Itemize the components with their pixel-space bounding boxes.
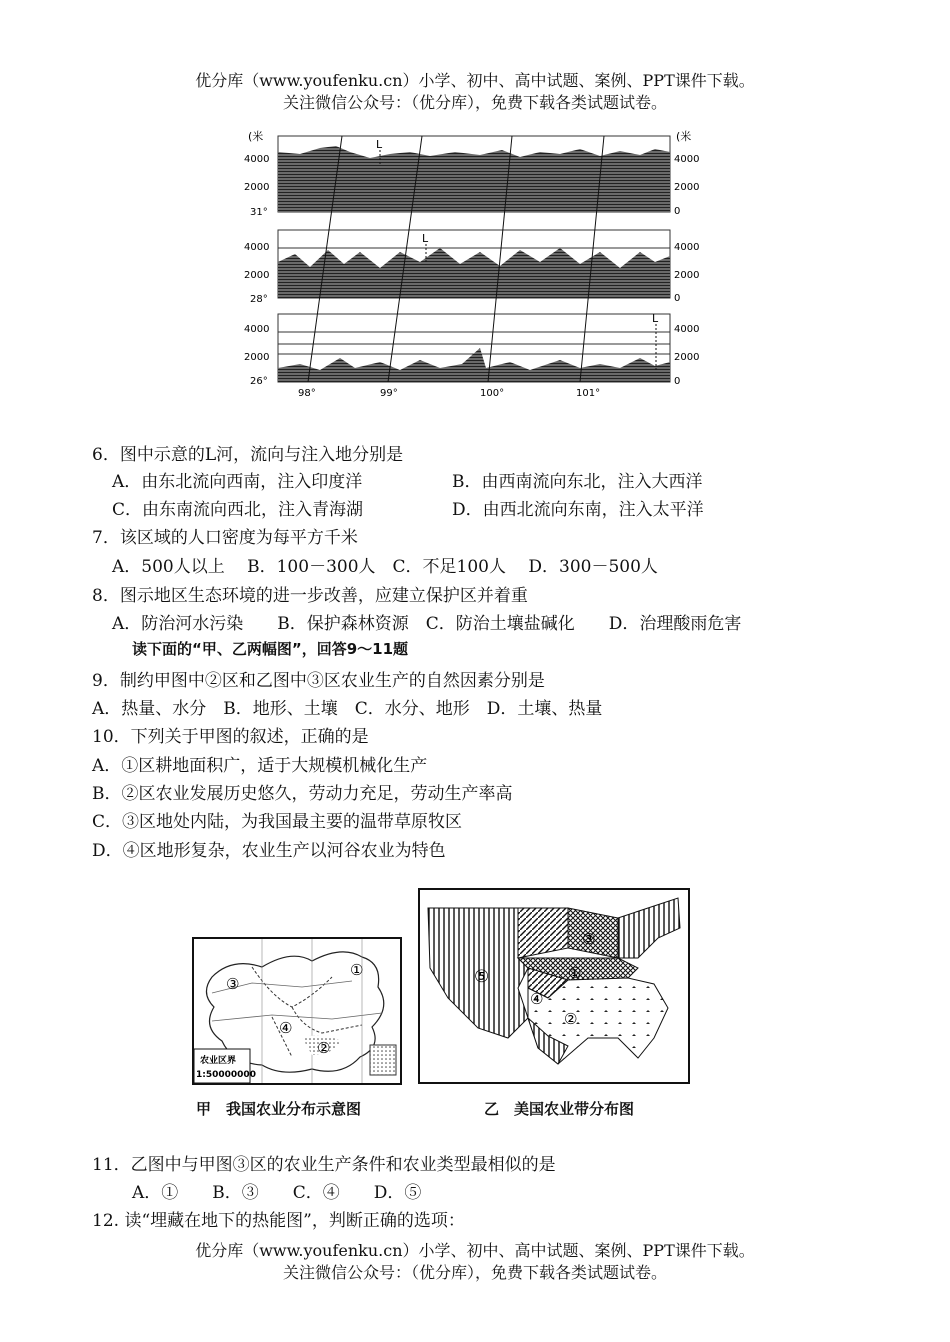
usa-map-caption: 乙 美国农业带分布图 bbox=[484, 1100, 635, 1118]
p2-river-label: L bbox=[422, 232, 429, 245]
q9-options: A．热量、水分 B．地形、土壤 C．水分、地形 D．土壤、热量 bbox=[92, 699, 603, 719]
profile-panel-31 bbox=[244, 136, 699, 218]
lon-100: 100° bbox=[480, 388, 505, 399]
p3-rlabel-2000: 2000 bbox=[674, 352, 700, 363]
usa-agriculture-map bbox=[418, 888, 690, 1084]
china-region-2: ② bbox=[317, 1039, 331, 1057]
q11-stem: 11．乙图中与甲图③区的农业生产条件和农业类型最相似的是 bbox=[92, 1155, 556, 1175]
q6-option-a: A．由东北流向西南，注入印度洋 bbox=[112, 472, 363, 492]
p3-rlabel-0: 0 bbox=[674, 376, 681, 387]
q11-options: A．① B．③ C．④ D．⑤ bbox=[132, 1183, 422, 1203]
q9-stem: 9．制约甲图中②区和乙图中③区农业生产的自然因素分别是 bbox=[92, 671, 545, 691]
p1-rlabel-4000: 4000 bbox=[674, 154, 700, 165]
header-line-1: 优分库（www.youfenku.cn）小学、初中、高中试题、案例、PPT课件下载。 bbox=[195, 71, 755, 90]
china-region-4: ④ bbox=[279, 1019, 293, 1037]
p3-rlabel-4000: 4000 bbox=[674, 324, 700, 335]
p2-ylabel-4000: 4000 bbox=[244, 242, 270, 253]
profile-panel-28 bbox=[244, 230, 699, 305]
q8-options: A．防治河水污染 B．保护森林资源 C．防治土壤盐碱化 D．治理酸雨危害 bbox=[112, 614, 742, 634]
lon-101: 101° bbox=[576, 388, 601, 399]
footer-line-1: 优分库（www.youfenku.cn）小学、初中、高中试题、案例、PPT课件下载。 bbox=[195, 1241, 755, 1260]
p3-lat: 26° bbox=[250, 376, 268, 387]
lon-99: 99° bbox=[380, 388, 398, 399]
section-intro: 读下面的“甲、乙两幅图”，回答9～11题 bbox=[132, 640, 409, 658]
china-region-1: ① bbox=[350, 961, 364, 979]
p3-ylabel-4000: 4000 bbox=[244, 324, 270, 335]
p1-rlabel-2000: 2000 bbox=[674, 182, 700, 193]
q6-option-c: C．由东南流向西北，注入青海湖 bbox=[112, 500, 364, 520]
q6-option-d: D．由西北流向东南，注入太平洋 bbox=[452, 500, 704, 520]
p2-rlabel-2000: 2000 bbox=[674, 270, 700, 281]
q10-option-d: D．④区地形复杂，农业生产以河谷农业为特色 bbox=[92, 841, 446, 861]
p1-river-label: L bbox=[376, 138, 383, 151]
p2-ylabel-2000: 2000 bbox=[244, 270, 270, 281]
q10-option-a: A．①区耕地面积广，适于大规模机械化生产 bbox=[92, 756, 428, 776]
p1-ylabel-2000: 2000 bbox=[244, 182, 270, 193]
p1-ylabel-4000: 4000 bbox=[244, 154, 270, 165]
usa-region-4: ④ bbox=[530, 990, 544, 1008]
unit-left: (米 bbox=[248, 130, 264, 143]
china-legend-scale: 1:50000000 bbox=[196, 1070, 256, 1080]
unit-right: (米 bbox=[676, 130, 692, 143]
p3-river-label: L bbox=[652, 312, 659, 325]
usa-region-1: ① bbox=[568, 964, 582, 982]
usa-region-2: ② bbox=[564, 1010, 578, 1028]
q6-option-b: B．由西南流向东北，注入大西洋 bbox=[452, 472, 703, 492]
p2-rlabel-4000: 4000 bbox=[674, 242, 700, 253]
p2-lat: 28° bbox=[250, 294, 268, 305]
p3-ylabel-2000: 2000 bbox=[244, 352, 270, 363]
china-agriculture-map bbox=[192, 937, 402, 1085]
lon-98: 98° bbox=[298, 388, 316, 399]
footer-line-2: 关注微信公众号：（优分库），免费下载各类试题试卷。 bbox=[282, 1263, 667, 1282]
q8-stem: 8．图示地区生态环境的进一步改善，应建立保护区并着重 bbox=[92, 586, 528, 606]
q12-stem: 12. 读“埋藏在地下的热能图”，判断正确的选项： bbox=[92, 1211, 465, 1231]
china-legend-title: 农业区界 bbox=[200, 1056, 237, 1066]
p1-rlabel-0: 0 bbox=[674, 206, 681, 217]
header-line-2: 关注微信公众号：（优分库），免费下载各类试题试卷。 bbox=[282, 93, 667, 112]
usa-region-5: ⑤ bbox=[474, 967, 490, 987]
q10-option-c: C．③区地处内陆，为我国最主要的温带草原牧区 bbox=[92, 812, 463, 832]
china-region-3: ③ bbox=[226, 975, 240, 993]
p2-rlabel-0: 0 bbox=[674, 293, 681, 304]
q6-stem: 6．图中示意的L河，流向与注入地分别是 bbox=[92, 445, 404, 465]
china-map-caption: 甲 我国农业分布示意图 bbox=[196, 1100, 362, 1118]
q10-option-b: B．②区农业发展历史悠久，劳动力充足，劳动生产率高 bbox=[92, 784, 513, 804]
q10-stem: 10．下列关于甲图的叙述，正确的是 bbox=[92, 727, 369, 747]
q7-options: A．500人以上 B．100－300人 C．不足100人 D．300－500人 bbox=[112, 557, 658, 577]
q7-stem: 7．该区域的人口密度为每平方千米 bbox=[92, 528, 358, 548]
usa-region-3: ③ bbox=[582, 930, 596, 948]
terrain-profile-chart bbox=[240, 122, 710, 402]
p1-lat: 31° bbox=[250, 207, 268, 218]
